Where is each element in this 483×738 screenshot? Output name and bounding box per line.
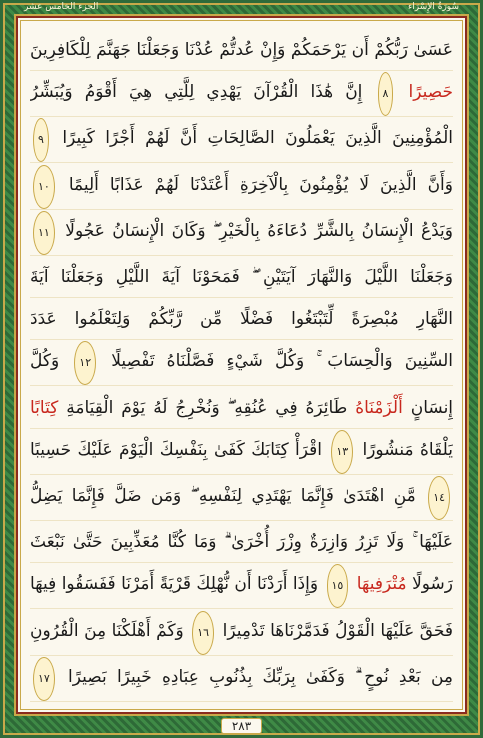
verse-line bbox=[30, 257, 453, 298]
verse-text: عَلَيْهَا ۚ وَلَا تَزِرُ وَازِرَةٌ وِزْرَ أُخْرَىٰ ۗ وَمَا كُنَّا مُعَذِّبِينَ حَتَّىٰ نَبْعَثَ bbox=[30, 532, 453, 553]
ayah-number-marker: ١٥ bbox=[327, 564, 349, 608]
ayah-number-marker: ١٧ bbox=[33, 657, 55, 701]
ayah-number-marker: ١١ bbox=[33, 211, 55, 255]
page-number: ٢٨٣ bbox=[221, 718, 262, 734]
verse-text: وَيَدْعُ الْإِنسَانُ بِالشَّرِّ دُعَاءَهُ بِالْخَيْرِ ۖ وَكَانَ الْإِنسَانُ عَجُولًا bbox=[65, 220, 453, 241]
page-header bbox=[18, 0, 465, 14]
verse-text: رَسُولًا bbox=[412, 574, 453, 595]
highlighted-word: كِتَابًا bbox=[30, 397, 59, 418]
verse-text: وَكُلَّ bbox=[30, 351, 60, 372]
verse-line bbox=[30, 30, 453, 71]
verse-text: إِنسَانٍ bbox=[410, 397, 453, 418]
verse-text-area bbox=[30, 30, 453, 702]
verse-line bbox=[30, 522, 453, 563]
verse-line bbox=[30, 564, 453, 609]
verse-text: يَلْقَاهُ مَنشُورًا bbox=[362, 439, 453, 460]
verse-text: مَّنِ اهْتَدَىٰ فَإِنَّمَا يَهْتَدِي لِنَفْسِهِ ۖ وَمَن ضَلَّ فَإِنَّمَا يَضِلُّ bbox=[30, 486, 416, 507]
ayah-number-marker: ١٣ bbox=[331, 430, 353, 474]
ayah-number-marker: ١٠ bbox=[33, 165, 55, 209]
verse-line bbox=[30, 211, 453, 256]
verse-line bbox=[30, 341, 453, 386]
highlighted-word: مُتْرَفِيهَا bbox=[356, 574, 407, 595]
verse-line bbox=[30, 118, 453, 163]
verse-line bbox=[30, 299, 453, 340]
ayah-number-marker: ٩ bbox=[33, 118, 49, 162]
verse-text: النَّهَارِ مُبْصِرَةً لِّتَبْتَغُوا فَضْلًا مِّن رَّبِّكُمْ وَلِتَعْلَمُوا عَدَدَ bbox=[30, 309, 453, 330]
ayah-number-marker: ١٦ bbox=[192, 611, 214, 655]
verse-text: فَحَقَّ عَلَيْهَا الْقَوْلُ فَدَمَّرْنَاهَا تَدْمِيرًا bbox=[222, 620, 453, 641]
verse-line bbox=[30, 657, 453, 702]
juz-label: الجزء الخامس عشر bbox=[24, 2, 99, 12]
verse-line bbox=[30, 72, 453, 117]
ayah-number-marker: ١٤ bbox=[428, 476, 450, 520]
surah-label: سُورَةُ الإِسْرَاء bbox=[408, 2, 459, 12]
verse-line bbox=[30, 430, 453, 475]
verse-text: إِنَّ هَٰذَا الْقُرْآنَ يَهْدِي لِلَّتِي هِيَ أَقْوَمُ وَيُبَشِّرُ bbox=[30, 82, 363, 103]
verse-text: وَأَنَّ الَّذِينَ لَا يُؤْمِنُونَ بِالْآخِرَةِ أَعْتَدْنَا لَهُمْ عَذَابًا أَلِيمًا bbox=[68, 174, 453, 195]
page-footer bbox=[0, 718, 483, 734]
verse-text: فَفَسَقُوا فِيهَا bbox=[30, 574, 116, 595]
verse-text: طَائِرَهُ فِي عُنُقِهِ ۖ وَنُخْرِجُ لَهُ يَوْمَ الْقِيَامَةِ bbox=[66, 397, 348, 418]
verse-line bbox=[30, 165, 453, 210]
verse-text: وَجَعَلْنَا اللَّيْلَ وَالنَّهَارَ آيَتَيْنِ ۖ فَمَحَوْنَا آيَةَ اللَّيْلِ وَجَعَلْنَا آيَةَ bbox=[30, 267, 453, 288]
verse-text: مِن بَعْدِ نُوحٍ ۗ وَكَفَىٰ بِرَبِّكَ بِذُنُوبِ عِبَادِهِ خَبِيرًا بَصِيرًا bbox=[68, 666, 453, 687]
verse-line bbox=[30, 476, 453, 521]
ayah-number-marker: ٨ bbox=[378, 72, 394, 116]
verse-text: وَكَمْ أَهْلَكْنَا مِنَ الْقُرُونِ bbox=[30, 620, 184, 641]
verse-line bbox=[30, 611, 453, 656]
ayah-number-marker: ١٢ bbox=[74, 341, 96, 385]
verse-text: السِّنِينَ وَالْحِسَابَ ۚ وَكُلَّ شَيْءٍ فَصَّلْنَاهُ تَفْصِيلًا bbox=[111, 351, 453, 372]
verse-text: اقْرَأْ كِتَابَكَ كَفَىٰ بِنَفْسِكَ الْيَوْمَ عَلَيْكَ حَسِيبًا bbox=[30, 439, 322, 460]
verse-text: الْمُؤْمِنِينَ الَّذِينَ يَعْمَلُونَ الصَّالِحَاتِ أَنَّ لَهُمْ أَجْرًا كَبِيرًا bbox=[62, 128, 453, 149]
verse-text: عَسَىٰ رَبُّكُمْ أَن يَرْحَمَكُمْ وَإِنْ عُدتُّمْ عُدْنَا وَجَعَلْنَا جَهَنَّمَ لِلْكَافِرِينَ bbox=[30, 40, 453, 60]
verse-text: وَإِذَا أَرَدْنَا أَن نُّهْلِكَ قَرْيَةً أَمَرْنَا bbox=[121, 574, 319, 595]
highlighted-word: حَصِيرًا bbox=[408, 82, 453, 103]
verse-line bbox=[30, 388, 453, 429]
highlighted-word: أَلْزَمْنَاهُ bbox=[355, 397, 403, 418]
